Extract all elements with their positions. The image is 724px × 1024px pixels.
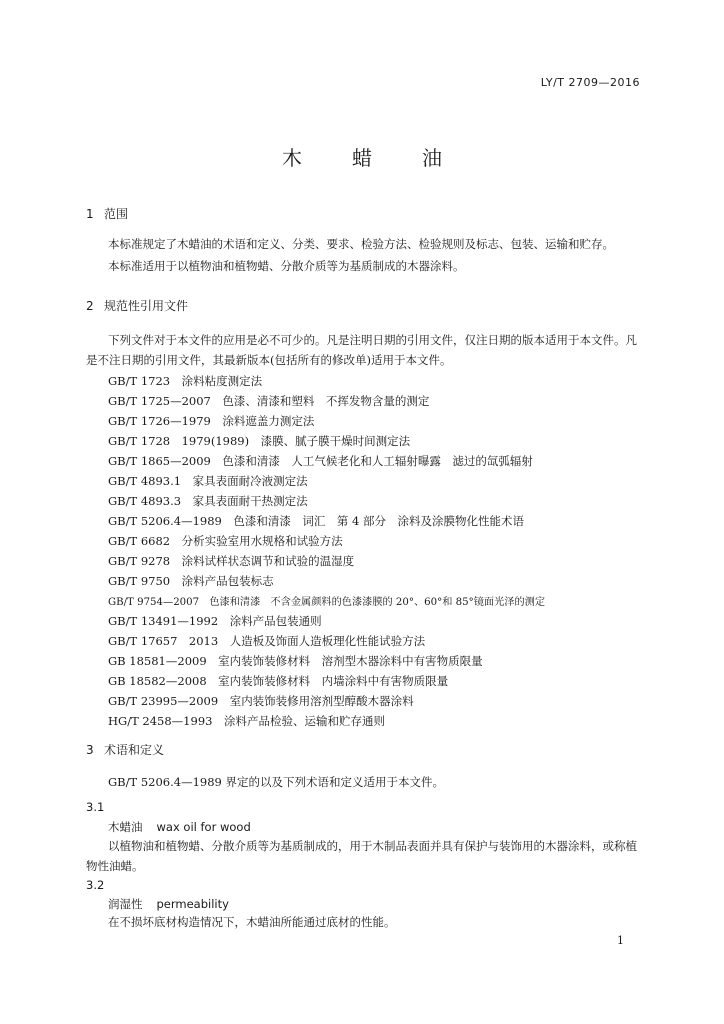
reference-item: GB/T 5206.4—1989 色漆和清漆 词汇 第 4 部分 涂料及涂膜物化性能术语 (108, 514, 524, 528)
document-title (0, 142, 724, 171)
section-number: 3 (86, 743, 94, 757)
section-number: 2 (86, 299, 94, 313)
reference-item: GB/T 23995—2009 室内装饰装修用溶剂型醇酸木器涂料 (108, 694, 414, 708)
section-title: 规范性引用文件 (104, 299, 189, 313)
reference-item: HG/T 2458—1993 涂料产品检验、运输和贮存通则 (108, 714, 385, 728)
page-number: 1 (617, 934, 624, 947)
term-name-zh: 木蜡油 (108, 820, 143, 834)
reference-item: GB/T 1728 1979(1989) 漆膜、腻子膜干燥时间测定法 (108, 434, 411, 448)
reference-item: GB/T 1726—1979 涂料遮盖力测定法 (108, 414, 315, 428)
reference-item: GB/T 9754—2007 色漆和清漆 不含金属颜料的色漆漆膜的 20°、60°和 85°镜面光泽的测定 (108, 597, 546, 608)
reference-item: GB/T 1723 涂料粘度测定法 (108, 374, 263, 388)
reference-item: GB/T 1725—2007 色漆、清漆和塑料 不挥发物含量的测定 (108, 394, 430, 408)
scope-paragraph: 本标准适用于以植物油和植物蜡、分散介质等为基质制成的木器涂料。 (108, 259, 465, 273)
reference-item: GB/T 4893.3 家具表面耐干热测定法 (108, 494, 308, 508)
term-heading (108, 819, 251, 835)
reference-item: GB 18582—2008 室内装饰装修材料 内墙涂料中有害物质限量 (108, 674, 449, 688)
section-title: 术语和定义 (104, 743, 165, 757)
term-definition: 以植物油和植物蜡、分散介质等为基质制成的，用于木制品表面并具有保护与装饰用的木器涂料，或称植物性油蜡。 (86, 839, 637, 873)
reference-item: GB/T 1865—2009 色漆和清漆 人工气候老化和人工辐射曝露 滤过的氙弧辐射 (108, 454, 533, 468)
reference-item: GB/T 6682 分析实验室用水规格和试验方法 (108, 534, 343, 548)
section-heading-normative (86, 297, 188, 314)
reference-item: GB/T 9278 涂料试样状态调节和试验的温湿度 (108, 554, 355, 568)
section-number: 1 (86, 207, 94, 221)
reference-item: GB/T 9750 涂料产品包装标志 (108, 574, 274, 588)
section-heading-terms (86, 741, 164, 758)
term-number: 3.1 (86, 800, 105, 814)
term-definition: 在不损坏底材构造情况下，木蜡油所能通过底材的性能。 (108, 915, 396, 929)
section-heading-scope (86, 205, 128, 222)
reference-item: GB 18581—2009 室内装饰装修材料 溶剂型木器涂料中有害物质限量 (108, 654, 483, 668)
term-name-en: wax oil for wood (156, 820, 251, 834)
reference-item: GB/T 13491—1992 涂料产品包装通则 (108, 614, 322, 628)
normative-intro: 下列文件对于本文件的应用是必不可少的。凡是注明日期的引用文件，仅注日期的版本适用于本文件。凡是不注日期的引用文件，其最新版本(包括所有的修改单)适用于本文件。 (86, 333, 637, 367)
title-char: 木 (282, 146, 302, 170)
scope-paragraph: 本标准规定了木蜡油的术语和定义、分类、要求、检验方法、检验规则及标志、包装、运输和贮存。 (108, 237, 614, 251)
term-name-en: permeability (156, 897, 229, 911)
reference-item: GB/T 17657 2013 人造板及饰面人造板理化性能试验方法 (108, 634, 426, 648)
terms-intro: GB/T 5206.4—1989 界定的以及下列术语和定义适用于本文件。 (108, 775, 444, 789)
term-number: 3.2 (86, 878, 105, 892)
title-char: 蜡 (352, 146, 372, 170)
standard-code: LY/T 2709—2016 (540, 76, 640, 89)
section-title: 范围 (104, 207, 129, 221)
title-char: 油 (422, 146, 442, 170)
reference-item: GB/T 4893.1 家具表面耐冷液测定法 (108, 474, 308, 488)
term-name-zh: 润湿性 (108, 897, 143, 911)
term-heading (108, 896, 229, 912)
